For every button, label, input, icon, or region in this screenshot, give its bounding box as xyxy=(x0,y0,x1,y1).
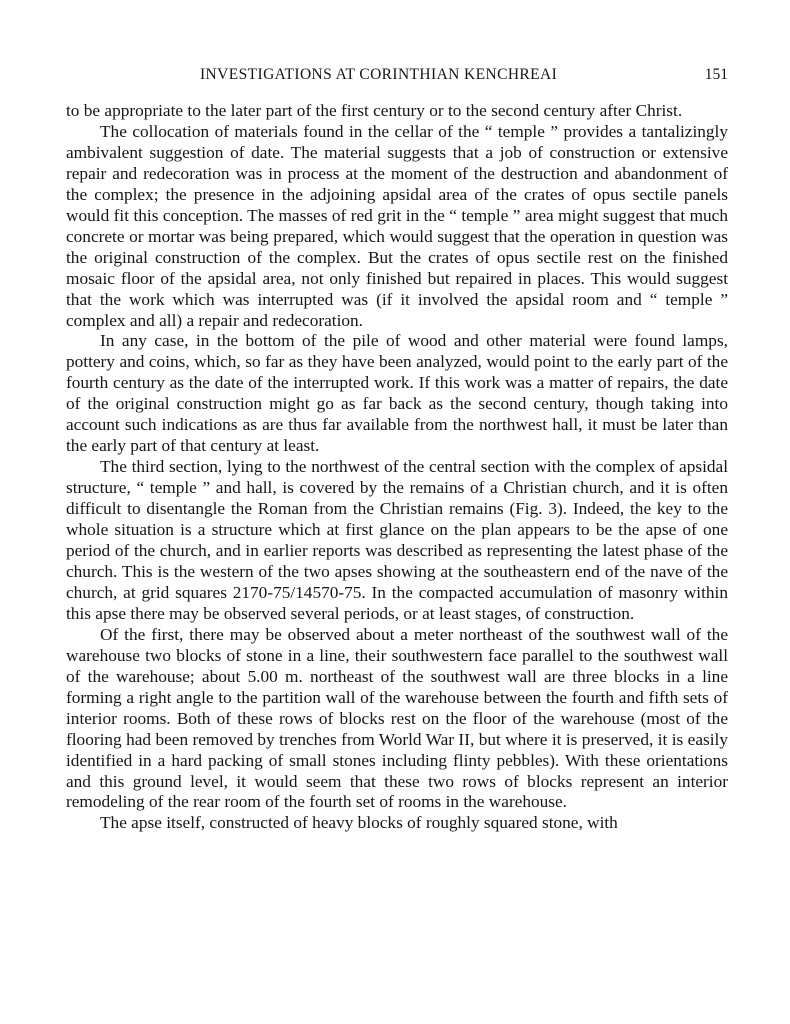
body-text xyxy=(66,101,728,834)
running-head xyxy=(60,66,728,88)
paragraph-third-section: The third section, lying to the northwest of the central section with the complex of apsidal structure, “ temple ” and hall, is covered by the remains of a Christian church, and it is often difficult to disentangle the Roman from the Christian remains (Fig. 3). Indeed, the key to the whole situation is a structure which at first glance on the plan appears to be the apse of one period of the church, and in earlier reports was described as representing the latest phase of the church. This is the western of the two apses showing at the southeastern end of the nave of the church, at grid squares 2170-75/14570-75. In the compacted accumulation of masonry within this apse there may be observed several periods, or at least stages, of construction. xyxy=(66,457,728,623)
paragraph-collocation: The collocation of materials found in the cellar of the “ temple ” provides a tantalizingly ambivalent suggestion of date. The material suggests that a job of construction or extensive repair and redecoration was in process at the moment of the destruction and abandonment of the complex; the presence in the adjoining apsidal area of the crates of opus sectile panels would fit this conception. The masses of red grit in the “ temple ” area might suggest that much concrete or mortar was being prepared, which would suggest that the operation in question was the original construction of the complex. But the crates of opus sectile rest on the finished mosaic floor of the apsidal area, not only finished but repaired in places. This would suggest that the work which was interrupted was (if it involved the apsidal room and “ temple ” complex and all) a repair and redecoration. xyxy=(66,121,728,330)
running-title: INVESTIGATIONS AT CORINTHIAN KENCHREAI xyxy=(200,66,558,83)
page-number: 151 xyxy=(704,66,728,83)
paragraph-in-any-case: In any case, in the bottom of the pile of wood and other material were found lamps, pottery and coins, which, so far as they have been analyzed, would point to the early part of the fourth century as the date of the interrupted work. If this work was a matter of repairs, the date of the original construction might go as far back as the second century, though taking into account such indications as are thus far available from the northwest hall, it must be later than the early part of that century at least. xyxy=(66,331,728,456)
paragraph-continued: to be appropriate to the later part of the first century or to the second century after Christ. xyxy=(66,101,683,120)
paragraph-of-the-first: Of the first, there may be observed about a meter northeast of the southwest wall of the warehouse two blocks of stone in a line, their southwestern face parallel to the southwest wall of the warehouse; about 5.00 m. northeast of the southwest wall are three blocks in a line forming a right angle to the partition wall of the warehouse between the fourth and fifth sets of interior rooms. Both of these rows of blocks rest on the floor of the warehouse (most of the flooring had been removed by trenches from World War II, but where it is preserved, it is easily identified in a hard packing of small stones including flinty pebbles). With these orientations and this ground level, it would seem that these two rows of blocks represent an interior remodeling of the rear room of the fourth set of rooms in the warehouse. xyxy=(66,624,728,812)
paragraph-apse-itself: The apse itself, constructed of heavy blocks of roughly squared stone, with xyxy=(100,813,618,833)
